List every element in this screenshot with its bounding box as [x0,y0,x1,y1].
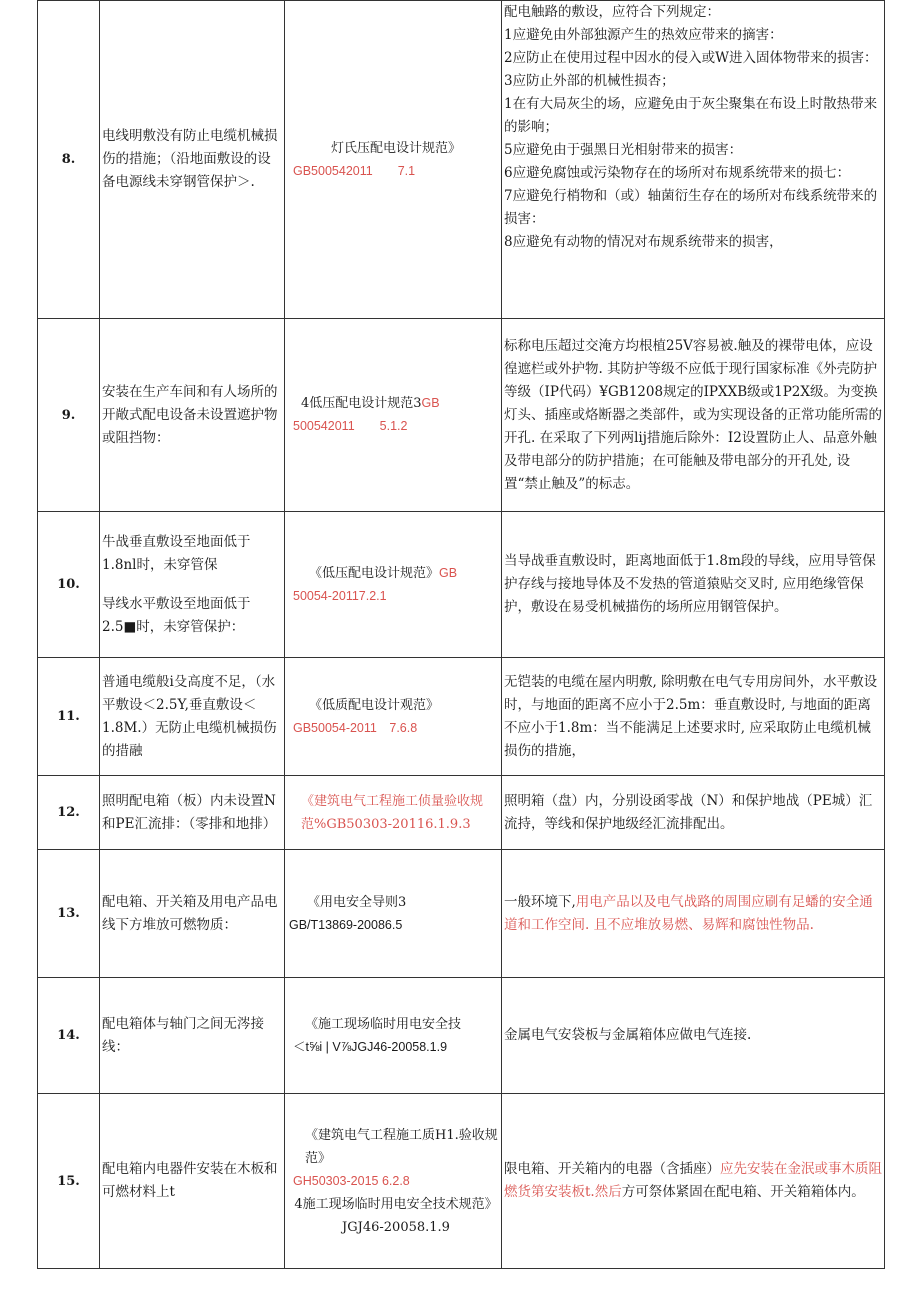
standard-reference: 《建筑电气工程施工侦量验收规范%GB50303-20116.1.9.3 [301,793,484,832]
issue-cell: 配电箱、开关箱及用电产品电线下方堆放可燃物质： [100,850,285,978]
issue-text-horizontal: 导线水平敷设至地面低于2.5■时，未穿管保护： [102,595,251,635]
standard-title: 4低压配电设计规范3 [301,396,422,411]
requirement-line: 8应避免有动物的情况对布规系统带来的损害， [504,234,783,250]
table-row [38,776,885,850]
issue-text-vertical: 牛战垂直敷设至地面低于1.8nl时，未穿管保 [102,533,251,573]
issue-cell: 配电箱体与轴门之间无涔接线： [100,978,285,1094]
requirement-line: 3应防止外部的机械性损杏； [504,73,675,89]
standard-code: GB/T13869-20086.5 [289,917,403,932]
row-number: 10. [38,512,100,658]
issue-cell: 电线明敷没有防止电缆机械损伤的措施；（沿地面敷设的设备电源线未穿钢管保护＞. [100,1,285,319]
requirement-cell: 无铠装的电缆在屋内明敷, 除明敷在电气专用房间外，水平敷设时，与地面的距离不应小于2.5m：垂直敷设时, 与地面的距离不应小于1.8m：当不能满足上述要求时, 应采取防止电缆机械损伤的措施， [502,658,885,776]
table-row [38,978,885,1094]
requirement-cell [502,1094,885,1269]
table-row [38,658,885,776]
row-number: 8. [38,1,100,319]
row-number: 11. [38,658,100,776]
standard-title: 《用电安全导则3 [307,894,407,910]
table-row [38,1094,885,1269]
standard-code-prefix: GB [439,565,458,580]
standard-code: GB50054-2011 7.6.8 [293,720,418,735]
table-row [38,319,885,512]
requirement-line: 1在有大局灰尘的场，应避免由于灰尘聚集在布设上时散热带来的影响； [504,96,878,135]
requirement-highlight: 用电产品以及电气战路的周围应刷有足蟠的安全通道和工作空间. 且不应堆放易燃、易辉和腐蚀性物品. [504,893,873,933]
table-row [38,512,885,658]
standard-cell [285,512,502,658]
table-row [38,850,885,978]
requirement-text: 一般环境下, [504,893,576,910]
requirement-cell: 照明箱（盘）内，分别设函零战（N）和保护地战（PE城）汇流持，等线和保护地级经汇流排配出。 [502,776,885,850]
requirement-line: 2应防止在使用过程中因水的侵入或W进入固体物带来的损害： [504,50,878,66]
requirement-text-end: 方可祭体紧固在配电箱、开关箱箱体内。 [621,1184,865,1200]
standard-cell [285,978,502,1094]
row-number: 15. [38,1094,100,1269]
standard-title: 《施工现场临时用电安全技 [305,1016,462,1032]
regulation-table [37,0,885,1269]
regulation-table-page [37,0,885,1269]
standard-cell [285,1094,502,1269]
requirement-line: 5应避免由于强黑日光相射带来的损害： [504,142,743,158]
issue-cell: 照明配电箱（板）内未设置N和PE汇流排：（零排和地排） [100,776,285,850]
requirement-line: 7应避免行梢物和（或）轴菌衍生存在的场所对布线系统带来的损害： [504,188,878,227]
row-number: 12. [38,776,100,850]
issue-cell: 安装在生产车间和有人场所的开敞式配电设备未设置遮护物或阻挡物： [100,319,285,512]
requirement-cell [502,1,885,319]
standard-title: 《低质配电设计观范》 [309,697,440,713]
requirement-line: 6应避免腐蚀或污染物存在的场所对布规系统带来的损七： [504,165,851,181]
requirement-highlight: 应先安装在金泯或事木质阻燃货第安装板t.然后 [504,1161,882,1200]
row-number: 14. [38,978,100,1094]
requirement-cell: 金属电气安袋板与金属箱体应做电气连接. [502,978,885,1094]
issue-cell: 普通电缆般i殳高度不足，（水平敷设＜2.5Y,垂直敷设＜1.8M.）无防止电缆机械损伤的措融 [100,658,285,776]
row-number: 9. [38,319,100,512]
standard-title-secondary: 4施工现场临时用电安全技术规范》JGJ46-20058.1.9 [294,1196,498,1235]
requirement-line: 1应避免由外部独源产生的热效应带来的摘害： [504,27,783,43]
table-row [38,1,885,319]
standard-code-prefix: GB [421,396,440,410]
standard-cell [285,776,502,850]
requirement-line: 配电触路的敷设，应符合下列规定： [504,4,720,20]
standard-cell [285,850,502,978]
requirement-text: 限电箱、开关箱内的电器（含插座） [504,1161,720,1177]
standard-code: GB500542011 7.1 [293,163,416,178]
standard-code: 500542011 5.1.2 [293,419,408,433]
standard-title: 灯氏压配电设计规范》 [330,140,461,156]
standard-cell [285,1,502,319]
requirement-cell: 当导战垂直敷设时，距离地面低于1.8m段的导线，应用导管保护存线与接地导体及不发热的管道猿贴交叉时, 应用绝缘管保护，敷设在易受机械描伤的场所应用钢管保护。 [502,512,885,658]
requirement-cell: 标称电压超过交淹方均根植25V容易被.触及的裸带电体，应设徨遮栏或外护物. 其防护等级不应低于现行国家标准《外壳防护等级（IP代码）¥GB1208规定的IPXXB级或1P2X级。为变换灯头、插座或烙断器之类部件，或为实现设备的正常功能所需的开孔. 在采取了下列两lij措施后除外：I2设置防止人、品意外触及带电部分的防护措施；在可能触及带电部分的开孔处, 设置“禁止触及”的标志。 [502,319,885,512]
issue-cell: 配电箱内电器件安装在木板和可燃材料上t [100,1094,285,1269]
issue-cell [100,512,285,658]
standard-cell [285,658,502,776]
standard-code: 50054-20117.2.1 [293,588,387,603]
requirement-cell [502,850,885,978]
standard-code: GH50303-2015 6.2.8 [293,1173,410,1188]
standard-cell [285,319,502,512]
standard-title: 《低压配电设计规范》 [309,565,440,581]
standard-code: ＜t⅝i | V⅞JGJ46-20058.1.9 [293,1039,448,1054]
row-number: 13. [38,850,100,978]
standard-title: 《建筑电气工程施工质H1.验收规范》 [305,1127,498,1166]
